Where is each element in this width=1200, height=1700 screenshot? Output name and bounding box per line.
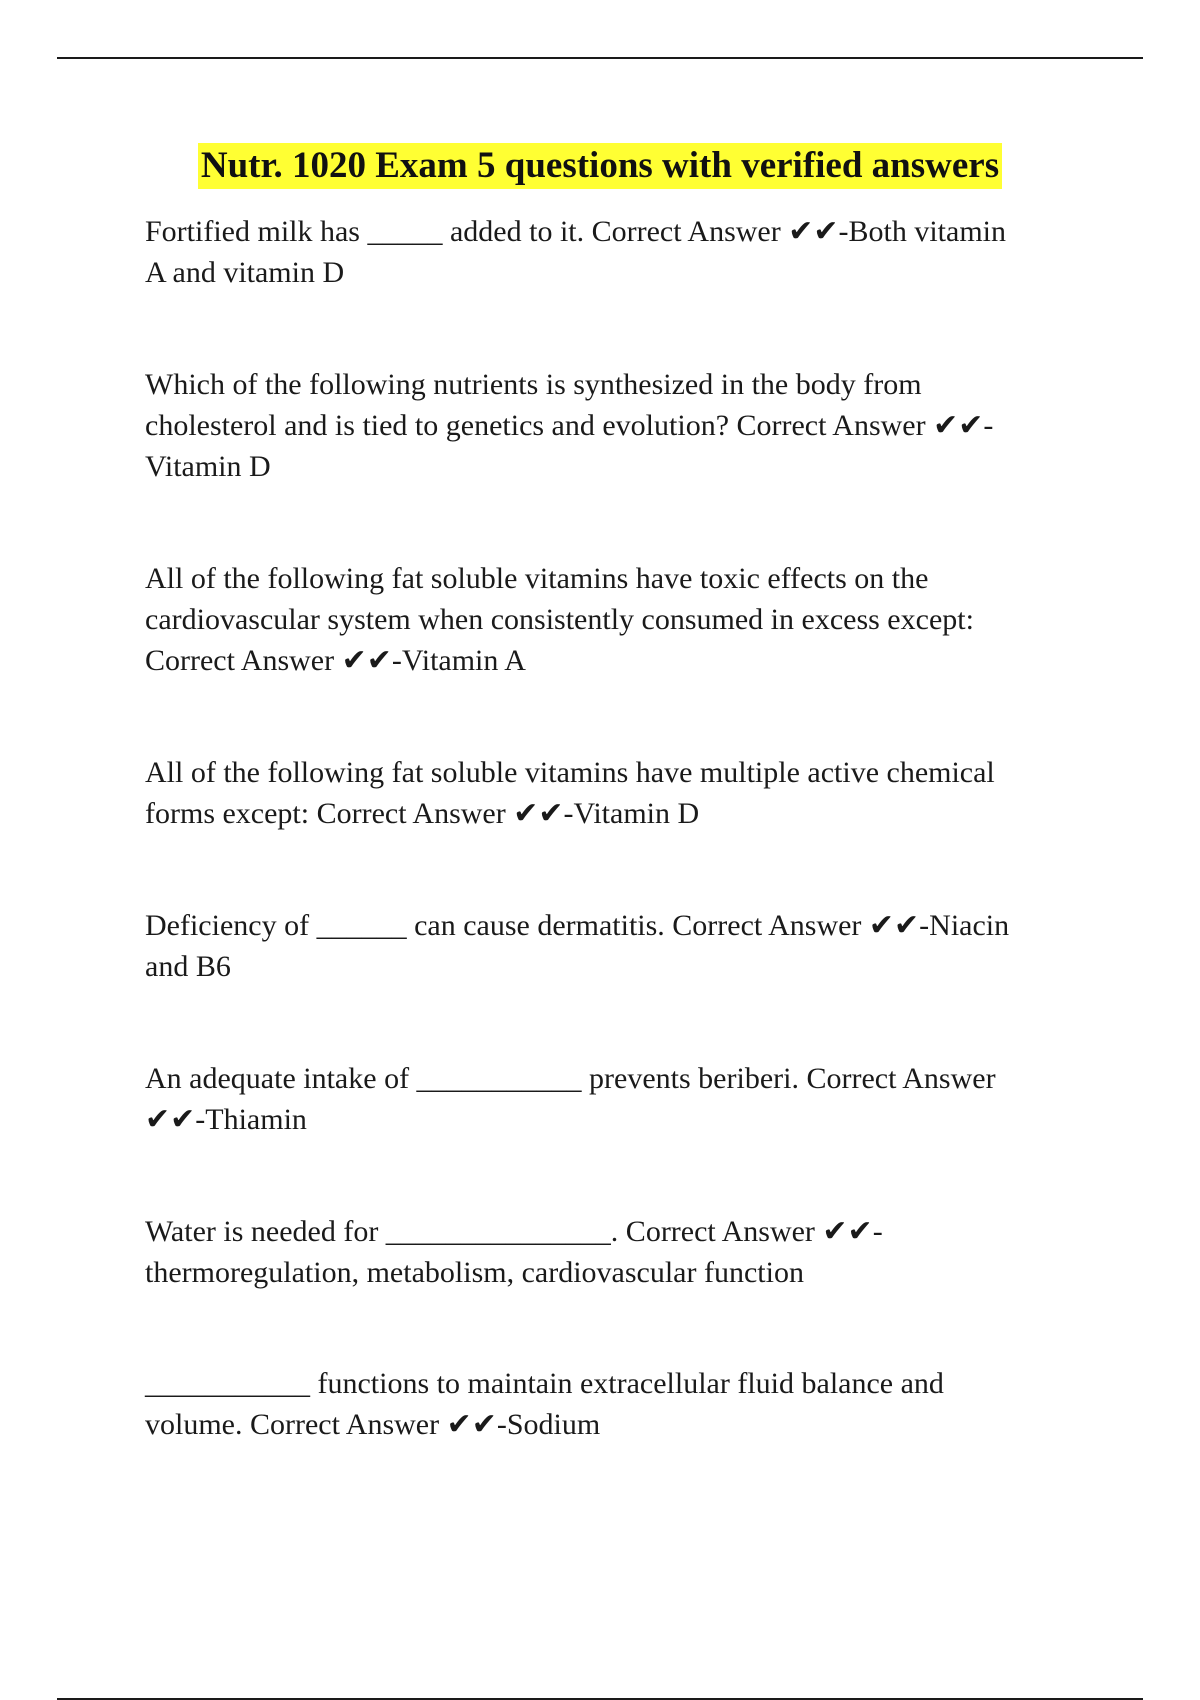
qa-line: Vitamin D xyxy=(145,450,271,483)
qa-line: volume. Correct Answer ✔✔-Sodium xyxy=(145,1408,601,1441)
qa-line: thermoregulation, metabolism, cardiovascular function xyxy=(145,1256,804,1289)
qa-line: A and vitamin D xyxy=(145,256,345,289)
qa-item-5 xyxy=(145,905,1095,987)
qa-line: cholesterol and is tied to genetics and evolution? Correct Answer ✔✔- xyxy=(145,409,994,442)
qa-item-6 xyxy=(145,1058,1095,1140)
qa-line: ___________ functions to maintain extracellular fluid balance and xyxy=(145,1367,944,1400)
qa-line: Fortified milk has _____ added to it. Correct Answer ✔✔-Both vitamin xyxy=(145,215,1006,248)
qa-line: All of the following fat soluble vitamins have multiple active chemical xyxy=(145,756,995,789)
qa-line: forms except: Correct Answer ✔✔-Vitamin D xyxy=(145,797,700,830)
qa-line: All of the following fat soluble vitamins have toxic effects on the xyxy=(145,562,929,595)
qa-line: Water is needed for _______________. Correct Answer ✔✔- xyxy=(145,1215,883,1248)
qa-line: Deficiency of ______ can cause dermatitis. Correct Answer ✔✔-Niacin xyxy=(145,909,1010,942)
title-container xyxy=(0,143,1200,189)
qa-item-4 xyxy=(145,752,1095,834)
qa-line: An adequate intake of ___________ prevents beriberi. Correct Answer xyxy=(145,1062,996,1095)
top-rule xyxy=(57,57,1143,59)
document-title: Nutr. 1020 Exam 5 questions with verified answers xyxy=(198,143,1002,189)
qa-item-1 xyxy=(145,211,1095,293)
qa-item-3 xyxy=(145,558,1095,681)
qa-item-8 xyxy=(145,1363,1095,1445)
qa-line: cardiovascular system when consistently consumed in excess except: xyxy=(145,603,974,636)
qa-line: and B6 xyxy=(145,950,231,983)
qa-line: ✔✔-Thiamin xyxy=(145,1103,307,1136)
qa-item-7 xyxy=(145,1211,1095,1293)
qa-line: Correct Answer ✔✔-Vitamin A xyxy=(145,644,526,677)
qa-item-2 xyxy=(145,364,1095,487)
qa-line: Which of the following nutrients is synthesized in the body from xyxy=(145,368,922,401)
